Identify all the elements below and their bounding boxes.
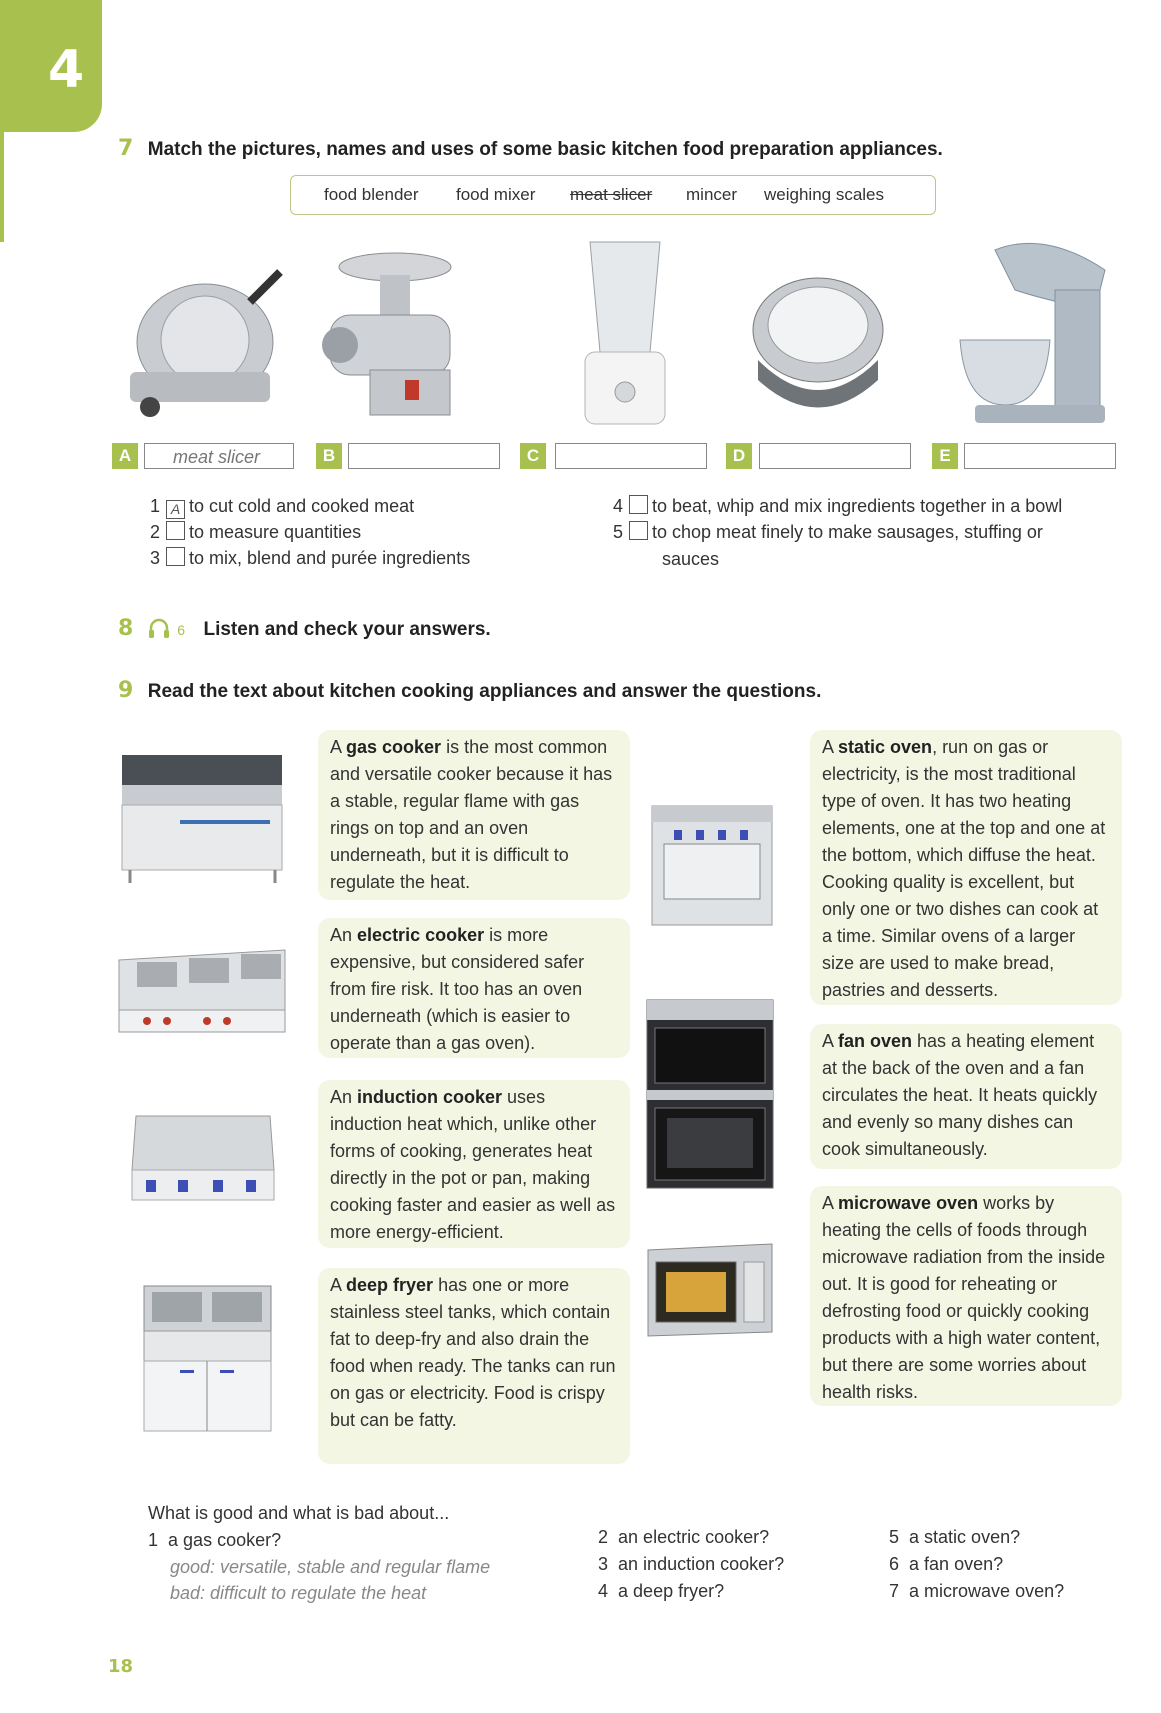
induction-cooker-image (128, 1110, 278, 1205)
word-item: food mixer (456, 185, 536, 204)
use-text: to cut cold and cooked meat (189, 496, 415, 516)
electric-cooker-image (117, 940, 287, 1035)
mincer-image (310, 245, 480, 430)
question-number: 2 (598, 1527, 609, 1547)
question-item (148, 1527, 281, 1554)
desc-text: has one or more stainless steel tanks, which contain fat to deep-fry and also drain the food when ready. The tanks can run on gas or electricity. Food is crispy but can be fatty. (330, 1275, 616, 1430)
desc-pre: A (822, 737, 839, 757)
question-number: 6 (889, 1554, 900, 1574)
desc-term: fan oven (838, 1031, 913, 1051)
page-number: 18 (108, 1656, 134, 1677)
exercise-instruction: Match the pictures, names and uses of some basic kitchen food preparation appliances. (147, 139, 943, 160)
use-checkbox[interactable] (166, 547, 185, 566)
microwave-oven-description (810, 1186, 1122, 1406)
use-number: 2 (150, 522, 161, 542)
desc-term: deep fryer (346, 1275, 434, 1295)
question-text: a deep fryer? (618, 1581, 725, 1601)
label-letter: C (520, 443, 546, 469)
desc-pre: A (822, 1193, 839, 1213)
fan-oven-description (810, 1024, 1122, 1169)
exercise-9-header (118, 678, 821, 703)
unit-number: 4 (48, 40, 85, 100)
microwave-oven-image (644, 1240, 776, 1340)
word-item: food blender (324, 185, 419, 204)
use-number: 5 (613, 522, 624, 542)
question-item (889, 1551, 1003, 1578)
induction-cooker-description (318, 1080, 630, 1248)
static-oven-description (810, 730, 1122, 1005)
label-letter: E (932, 443, 958, 469)
example-answer-bad: bad: difficult to regulate the heat (170, 1583, 427, 1603)
exercise-8-header (118, 616, 491, 641)
desc-term: static oven (838, 737, 933, 757)
desc-text: , run on gas or electricity, is the most traditional type of oven. It has two heating elements, one at the top and one at the bottom, which diffuse the heat. Cooking quality is excellent, but only one or two dishes can cook at a time. Similar ovens of a larger size are used to make bread, pastries and desserts. (822, 737, 1106, 1000)
desc-text: uses induction heat which, unlike other forms of cooking, generates heat directly in the pot or pan, making cooking faster and easier as well as more energy-efficient. (330, 1087, 616, 1242)
desc-text: is the most common and versatile cooker because it has a stable, regular flame with gas rings on top and an oven underneath, but it is difficult to regulate the heat. (330, 737, 613, 892)
word-item-used: meat slicer (570, 185, 653, 204)
deep-fryer-description (318, 1268, 630, 1464)
question-item (598, 1551, 784, 1578)
question-intro: What is good and what is bad about... (148, 1503, 450, 1523)
use-number: 3 (150, 548, 161, 568)
gas-cooker-image (120, 745, 285, 885)
question-text: a fan oven? (909, 1554, 1004, 1574)
use-item (150, 493, 414, 519)
use-text-continued: sauces (662, 549, 720, 569)
headphones-icon[interactable] (148, 617, 170, 639)
answer-field-e[interactable] (964, 443, 1116, 469)
question-item (889, 1578, 1064, 1605)
desc-pre: An (330, 1087, 358, 1107)
unit-tab (0, 0, 102, 132)
answer-field-b[interactable] (348, 443, 500, 469)
exercise-number: 7 (118, 136, 134, 161)
desc-text: works by heating the cells of foods through microwave radiation from the inside out. It is good for reheating or defrosting food or quickly cooking products with a high water content, but there are some worries about health risks. (822, 1193, 1106, 1402)
use-checkbox[interactable] (629, 495, 648, 514)
use-text: to measure quantities (189, 522, 362, 542)
food-mixer-image (955, 230, 1115, 430)
question-number: 5 (889, 1527, 900, 1547)
use-text: to chop meat finely to make sausages, stuffing or (652, 522, 1043, 542)
desc-term: microwave oven (838, 1193, 979, 1213)
desc-pre: A (330, 1275, 347, 1295)
gas-cooker-description (318, 730, 630, 900)
question-number: 7 (889, 1581, 900, 1601)
answer-field-a[interactable]: meat slicer (144, 443, 294, 469)
question-text: a microwave oven? (909, 1581, 1065, 1601)
food-blender-image (570, 232, 680, 432)
word-item: weighing scales (764, 185, 885, 204)
word-box (290, 175, 936, 215)
question-number: 4 (598, 1581, 609, 1601)
use-checkbox[interactable]: A (166, 500, 185, 519)
use-text: to beat, whip and mix ingredients together in a bowl (652, 496, 1063, 516)
exercise-instruction: Listen and check your answers. (203, 619, 491, 640)
desc-text: is more expensive, but considered safer from fire risk. It too has an oven underneath (which is easier to operate than a gas oven). (330, 925, 585, 1053)
desc-term: gas cooker (346, 737, 442, 757)
example-answer-good: good: versatile, stable and regular flame (170, 1557, 491, 1577)
label-letter: B (316, 443, 342, 469)
use-checkbox[interactable] (166, 521, 185, 540)
use-number: 1 (150, 496, 161, 516)
use-item (613, 519, 1043, 545)
word-item: mincer (686, 185, 738, 204)
deep-fryer-image (140, 1278, 275, 1448)
label-letter: D (726, 443, 752, 469)
static-oven-image (648, 800, 776, 930)
desc-pre: A (330, 737, 347, 757)
exercise-instruction: Read the text about kitchen cooking appliances and answer the questions. (147, 681, 822, 702)
desc-text: has a heating element at the back of the oven and a fan circulates the heat. It heats quickly and evenly so many dishes can cook simultaneously. (822, 1031, 1098, 1159)
weighing-scales-image (748, 270, 888, 425)
question-text: a gas cooker? (168, 1530, 282, 1550)
question-text: an electric cooker? (618, 1527, 770, 1547)
use-item (150, 519, 361, 545)
question-item (598, 1524, 769, 1551)
track-number: 6 (177, 622, 186, 638)
fan-oven-image (645, 998, 775, 1190)
exercise-number: 9 (118, 678, 134, 703)
question-number: 3 (598, 1554, 609, 1574)
desc-term: electric cooker (357, 925, 485, 945)
unit-side-bar (0, 132, 4, 242)
electric-cooker-description (318, 918, 630, 1058)
use-text: to mix, blend and purée ingredients (189, 548, 471, 568)
use-number: 4 (613, 496, 624, 516)
question-text: a static oven? (909, 1527, 1021, 1547)
question-text: an induction cooker? (618, 1554, 785, 1574)
question-number: 1 (148, 1530, 159, 1550)
desc-term: induction cooker (357, 1087, 503, 1107)
question-item (598, 1578, 724, 1605)
use-checkbox[interactable] (629, 521, 648, 540)
answer-field-c[interactable] (555, 443, 707, 469)
exercise-7-header (118, 136, 943, 161)
desc-pre: An (330, 925, 358, 945)
use-item (150, 545, 470, 571)
use-item (613, 493, 1062, 519)
answer-field-d[interactable] (759, 443, 911, 469)
label-letter: A (112, 443, 138, 469)
desc-pre: A (822, 1031, 839, 1051)
question-item (889, 1524, 1020, 1551)
meat-slicer-image (110, 232, 290, 432)
exercise-number: 8 (118, 616, 134, 641)
